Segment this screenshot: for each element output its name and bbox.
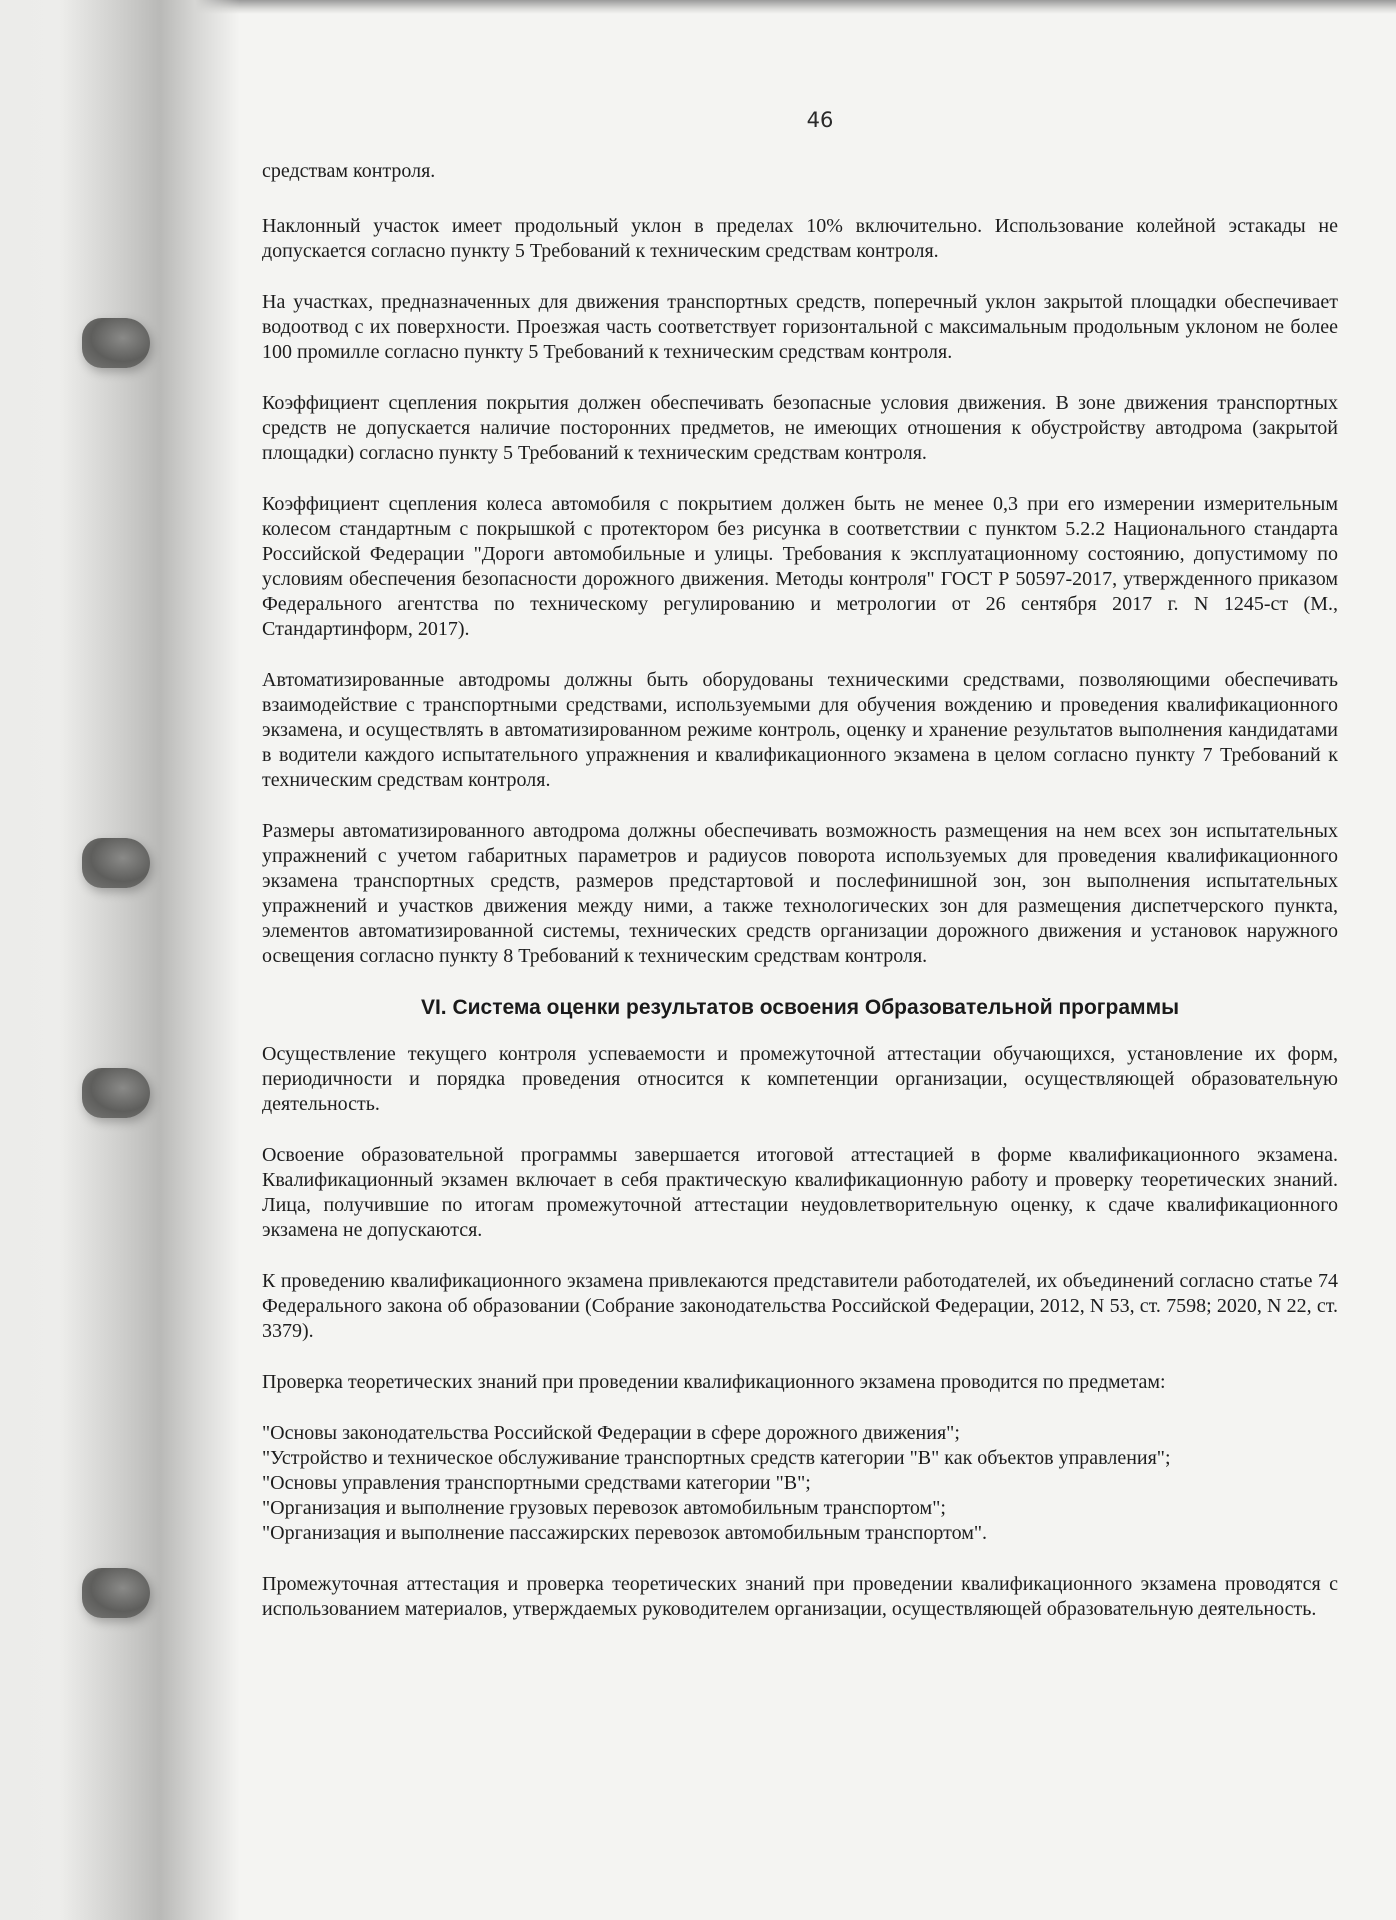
paragraph: Автоматизированные автодромы должны быть оборудованы техническими средствами, позволяющими обеспечивать взаимодействие с транспортными средствами, используемыми для обучения вождению и проведения квалификационного экзамена, и осуществлять в автоматизированном режиме контроль, оценку и хранение результатов выполнения кандидатами в водители каждого испытательного упражнения и квалификационного экзамена в целом согласно пункту 7 Требований к техническим средствам контроля. xyxy=(262,669,1338,791)
paragraph: Размеры автоматизированного автодрома должны обеспечивать возможность размещения на нем всех зон испытательных упражнений с учетом габаритных параметров и радиусов поворота используемых для проведения квалификационного экзамена транспортных средств, размеров предстартовой и послефинишной зон, зон выполнения испытательных упражнений и участков движения между ними, а также технологических зон для размещения диспетчерского пункта, элементов автоматизированной системы, технических средств организации дорожного движения и установок наружного освещения согласно пункту 8 Требований к техническим средствам контроля. xyxy=(262,820,1338,967)
paragraph: Коэффициент сцепления колеса автомобиля с покрытием должен быть не менее 0,3 при его измерении измерительным колесом стандартным с покрышкой с протектором без рисунка в соответствии с пунктом 5.2.2 Национального стандарта Российской Федерации "Дороги автомобильные и улицы. Требования к эксплуатационному состоянию, допустимому по условиям обеспечения безопасности дорожного движения. Методы контроля" ГОСТ Р 50597-2017, утвержденного приказом Федерального агентства по техническому регулированию и метрологии от 26 сентября 2017 г. N 1245-ст (М., Стандартинформ, 2017). xyxy=(262,493,1338,640)
paragraph: Наклонный участок имеет продольный уклон в пределах 10% включительно. Использование колейной эстакады не допускается согласно пункту 5 Требований к техническим средствам контроля. xyxy=(262,215,1338,262)
paragraph: К проведению квалификационного экзамена привлекаются представители работодателей, их объединений согласно статье 74 Федерального закона об образовании (Собрание законодательства Российской Федерации, 2012, N 53, ст. 7598; 2020, N 22, ст. 3379). xyxy=(262,1270,1338,1342)
subject-item: "Организация и выполнение грузовых перевозок автомобильным транспортом"; xyxy=(262,1497,946,1519)
binder-ring xyxy=(82,838,150,888)
paragraph: Коэффициент сцепления покрытия должен обеспечивать безопасные условия движения. В зоне движения транспортных средств не допускается наличие посторонних предметов, не имеющих отношения к обустройству автодрома (закрытой площадки) согласно пункту 5 Требований к техническим средствам контроля. xyxy=(262,392,1338,464)
binding-shadow xyxy=(0,0,240,1920)
subject-item: "Основы законодательства Российской Федерации в сфере дорожного движения"; xyxy=(262,1422,960,1444)
document-page xyxy=(262,108,1338,1648)
binder-ring xyxy=(82,318,150,368)
binder-ring xyxy=(82,1068,150,1118)
section-title: VI. Система оценки результатов освоения Образовательной программы xyxy=(420,996,1180,1019)
paragraph: Промежуточная аттестация и проверка теоретических знаний при проведении квалификационного экзамена проводятся с использованием материалов, утверждаемых руководителем организации, осуществляющей образовательную деятельность. xyxy=(262,1573,1338,1620)
subject-item: "Устройство и техническое обслуживание транспортных средств категории "B" как объектов управления"; xyxy=(262,1447,1171,1469)
page-number: 46 xyxy=(806,108,834,132)
paragraph: Освоение образовательной программы завершается итоговой аттестацией в форме квалификационного экзамена. Квалификационный экзамен включает в себя практическую квалификационную работу и проверку теоретических знаний. Лица, получившие по итогам промежуточной аттестации неудовлетворительную оценку, к сдаче квалификационного экзамена не допускаются. xyxy=(262,1144,1338,1241)
paragraph: На участках, предназначенных для движения транспортных средств, поперечный уклон закрытой площадки обеспечивает водоотвод с их поверхности. Проезжая часть соответствует горизонтальной с максимальным продольным уклоном не более 100 промилле согласно пункту 5 Требований к техническим средствам контроля. xyxy=(262,291,1338,363)
subject-item: "Организация и выполнение пассажирских перевозок автомобильным транспортом". xyxy=(262,1522,988,1544)
subject-list xyxy=(262,1421,1338,1546)
paragraph: средствам контроля. xyxy=(262,160,436,182)
binder-ring xyxy=(82,1568,150,1618)
subject-item: "Основы управления транспортными средствами категории "B"; xyxy=(262,1472,811,1494)
paragraph: Осуществление текущего контроля успеваемости и промежуточной аттестации обучающихся, установление их форм, периодичности и порядка проведения относится к компетенции организации, осуществляющей образовательную деятельность. xyxy=(262,1043,1338,1115)
paragraph: Проверка теоретических знаний при проведении квалификационного экзамена проводится по предметам: xyxy=(262,1371,1166,1393)
